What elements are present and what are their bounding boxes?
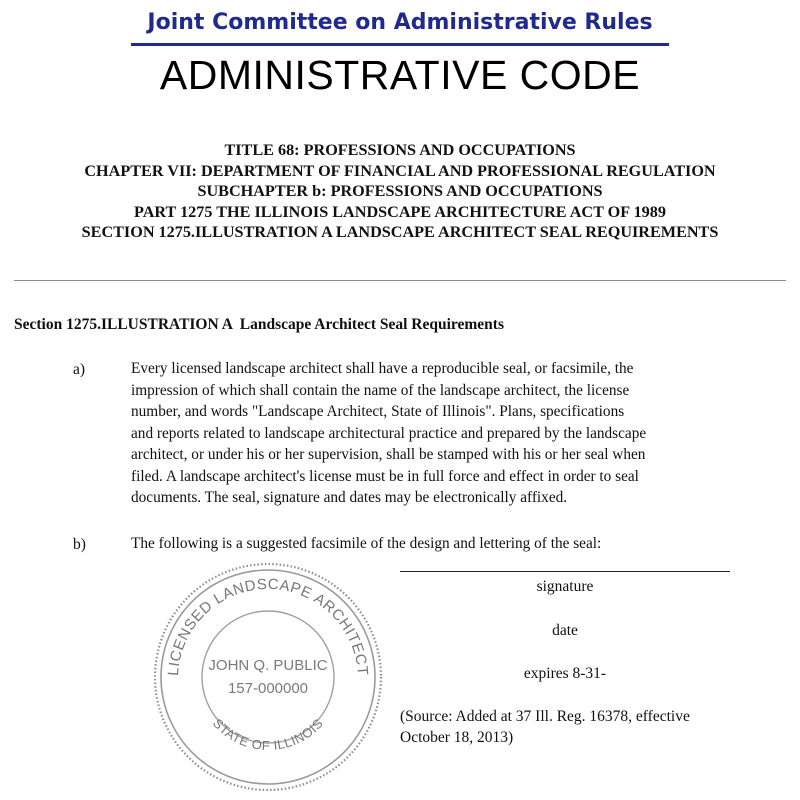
- heading-part: PART 1275 THE ILLINOIS LANDSCAPE ARCHITECTURE ACT OF 1989: [134, 202, 666, 221]
- heading-block: [0, 140, 800, 243]
- item-a-line: filed. A landscape architect's license must be in full force and effect in order to seal: [131, 467, 639, 485]
- source-note-line: (Source: Added at 37 Ill. Reg. 16378, effective: [400, 708, 690, 725]
- item-a-line: and reports related to landscape architectural practice and prepared by the landscape: [131, 424, 647, 442]
- heading-chapter: CHAPTER VII: DEPARTMENT OF FINANCIAL AND PROFESSIONAL REGULATION: [84, 161, 716, 180]
- seal-top-arc-text: LICENSED LANDSCAPE ARCHITECT: [164, 575, 372, 677]
- source-note: [400, 706, 790, 748]
- seal-name: JOHN Q. PUBLIC: [208, 657, 328, 674]
- document-type-title: ADMINISTRATIVE CODE: [159, 52, 641, 98]
- item-a-line: number, and words "Landscape Architect, State of Illinois". Plans, specifications: [131, 403, 625, 420]
- signature-label: signature: [536, 578, 594, 595]
- source-note-line: October 18, 2013): [400, 729, 514, 746]
- item-a-text: [131, 358, 791, 509]
- item-a-line: documents. The seal, signature and dates may be electronically affixed.: [131, 489, 568, 506]
- heading-title: TITLE 68: PROFESSIONS AND OCCUPATIONS: [224, 141, 576, 159]
- heading-section: SECTION 1275.ILLUSTRATION A LANDSCAPE ARCHITECT SEAL REQUIREMENTS: [81, 223, 719, 242]
- item-b-text: [131, 533, 791, 555]
- seal-bottom-arc-text: STATE OF ILLINOIS: [209, 715, 327, 754]
- seal-outer-ring: [155, 564, 381, 790]
- heading-subchapter: SUBCHAPTER b: PROFESSIONS AND OCCUPATIONS: [197, 182, 603, 201]
- item-a-line: architect, or under his or her supervision, shall be stamped with his or her seal when: [131, 446, 646, 463]
- signature-line: [400, 571, 730, 572]
- item-b-marker: b): [73, 536, 86, 553]
- seal-illustration: [152, 561, 384, 793]
- item-a-line: Every licensed landscape architect shall have a reproducible seal, or facsimile, the: [131, 360, 634, 377]
- seal-license-number: 157-000000: [227, 680, 309, 697]
- expires-label: expires 8-31-: [523, 665, 607, 682]
- section-title: Section 1275.ILLUSTRATION A Landscape Architect Seal Requirements: [14, 316, 504, 333]
- committee-title: Joint Committee on Administrative Rules: [147, 10, 653, 35]
- section-divider: [14, 280, 786, 281]
- header-underline: [131, 43, 669, 46]
- item-a-marker: a): [73, 361, 86, 378]
- item-b-line: The following is a suggested facsimile of the design and lettering of the seal:: [131, 535, 602, 552]
- date-label: date: [552, 622, 578, 639]
- item-a-line: impression of which shall contain the name of the landscape architect, the license: [131, 381, 630, 399]
